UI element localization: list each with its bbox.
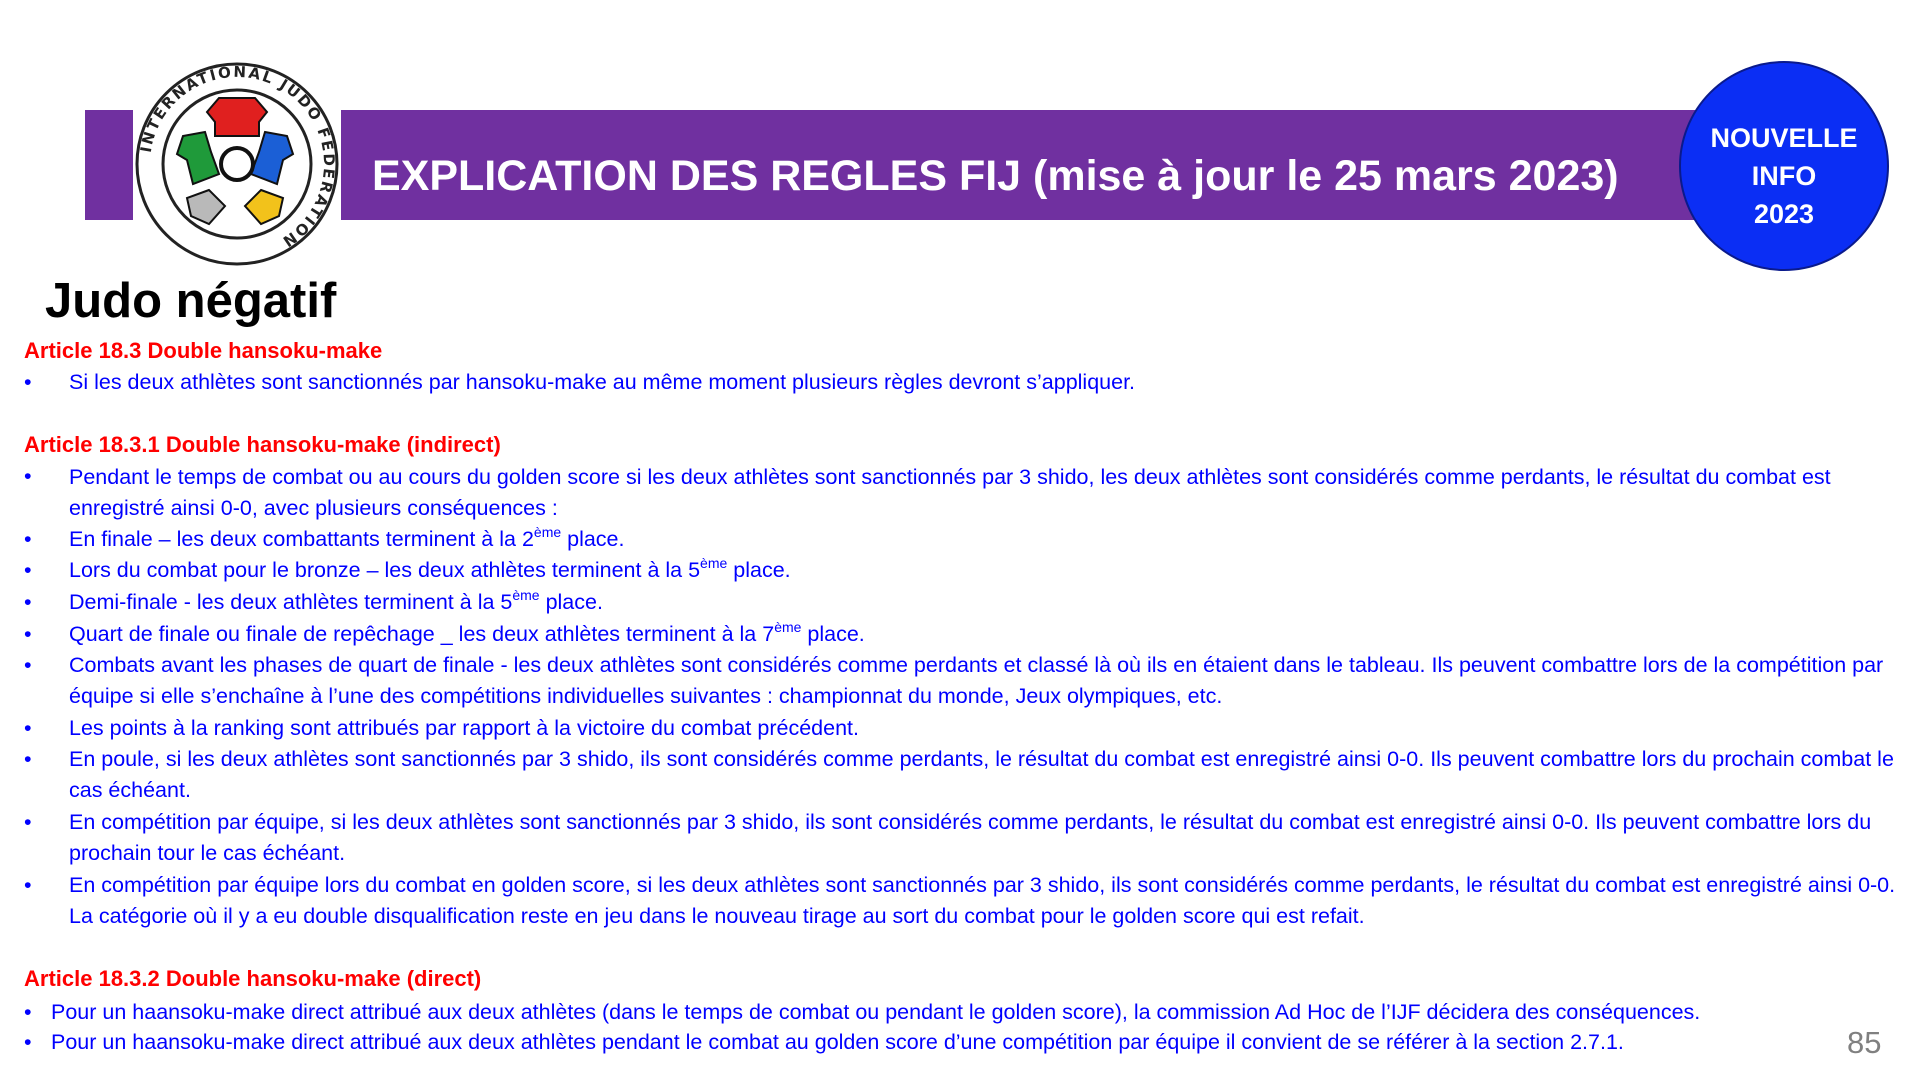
bullet-marker: •	[24, 1030, 32, 1054]
bullet-text: Pendant le temps de combat ou au cours du golden score si les deux athlètes sont sanctionnés par 3 shido, les deux athlètes sont considérés comme perdants, le résultat du combat est enregistré ainsi 0-0, avec plusieurs conséquences :	[69, 465, 1831, 520]
bullet-marker: •	[24, 370, 32, 394]
badge-line: 2023	[1753, 199, 1815, 229]
bullet-text-end: place.	[561, 527, 625, 551]
bullet-text	[69, 587, 1907, 618]
bullet-text-main: Demi-finale - les deux athlètes terminent à la 5	[69, 590, 513, 614]
bullet-text-end: place.	[801, 622, 865, 646]
bullet-text-main: En finale – les deux combattants terminent à la 2	[69, 527, 534, 551]
bullet-marker: •	[24, 1000, 32, 1024]
bullet-marker: •	[24, 653, 32, 677]
page-number: 85	[1847, 1025, 1882, 1060]
ordinal-suffix: ème	[533, 524, 562, 540]
slide-title: EXPLICATION DES REGLES FIJ (mise à jour le 25 mars 2023)	[372, 152, 1619, 200]
bullet-text: Les points à la ranking sont attribués par rapport à la victoire du combat précédent.	[69, 716, 859, 740]
badge-line: INFO	[1751, 161, 1817, 191]
badge-line: NOUVELLE	[1710, 123, 1858, 153]
ordinal-suffix: ème	[700, 555, 728, 571]
bullet-marker: •	[24, 464, 32, 488]
bullet-text-end: place.	[539, 590, 603, 614]
bullet-text-main: Lors du combat pour le bronze – les deux athlètes terminent à la 5	[69, 558, 701, 582]
bullet-text-end: place.	[727, 558, 791, 582]
section-heading: Judo négatif	[45, 274, 337, 328]
svg-text:INTERNATIONAL JUDO FEDERATIO: INTERNATIONAL JUDO FEDERATION	[136, 62, 339, 252]
article-title: Article 18.3.2 Double hansoku-make (direct)	[24, 966, 482, 991]
bullet-text-main: Quart de finale ou finale de repêchage _ les deux athlètes terminent à la 7	[69, 622, 775, 646]
article-title: Article 18.3 Double hansoku-make	[24, 338, 383, 363]
article-title: Article 18.3.1 Double hansoku-make (indirect)	[24, 432, 501, 457]
bullet-marker: •	[24, 622, 32, 646]
bullet-text: Combats avant les phases de quart de finale - les deux athlètes sont considérés comme perdants et classé là où ils en étaient dans le tableau. Ils peuvent combattre lors de la compétition par équipe si elle s’enchaîne à l’une des compétitions individuelles suivantes : championnat du monde, Jeux olympiques, etc.	[69, 653, 1884, 708]
bullet-marker: •	[24, 590, 32, 614]
bullet-marker: •	[24, 716, 32, 740]
ordinal-suffix: ème	[774, 619, 802, 635]
bullet-text: Si les deux athlètes sont sanctionnés par hansoku-make au même moment plusieurs règles devront s’appliquer.	[69, 370, 1136, 394]
bullet-marker: •	[24, 558, 32, 582]
bullet-text	[69, 619, 1907, 650]
bullet-marker: •	[24, 873, 32, 897]
bullet-text: En compétition par équipe lors du combat en golden score, si les deux athlètes sont sanctionnés par 3 shido, ils sont considérés comme perdants, le résultat du combat est enregistré ainsi 0-0. La catégorie où il y a eu double disqualification reste en jeu dans le nouveau tirage au sort du combat pour le golden score qui est refait.	[69, 873, 1896, 928]
bullet-text: En poule, si les deux athlètes sont sanctionnés par 3 shido, ils sont considérés comme perdants, le résultat du combat est enregistré ainsi 0-0. Ils peuvent combattre lors du prochain combat le cas échéant.	[69, 747, 1894, 802]
bullet-text	[69, 555, 1907, 586]
bullet-text	[69, 524, 1907, 555]
bullet-text: En compétition par équipe, si les deux athlètes sont sanctionnés par 3 shido, ils sont considérés comme perdants, le résultat du combat est enregistré ainsi 0-0. Ils peuvent combattre lors du prochain tour le cas échéant.	[69, 810, 1872, 865]
bullet-marker: •	[24, 527, 32, 551]
ordinal-suffix: ème	[512, 587, 540, 603]
bullet-marker: •	[24, 810, 32, 834]
bullet-marker: •	[24, 747, 32, 771]
bullet-text: Pour un haansoku-make direct attribué aux deux athlètes pendant le combat au golden score d’une compétition par équipe il convient de se référer à la section 2.7.1.	[51, 1030, 1624, 1054]
bullet-text: Pour un haansoku-make direct attribué aux deux athlètes (dans le temps de combat ou pendant le golden score), la commission Ad Hoc de l’IJF décidera des conséquences.	[51, 1000, 1701, 1024]
